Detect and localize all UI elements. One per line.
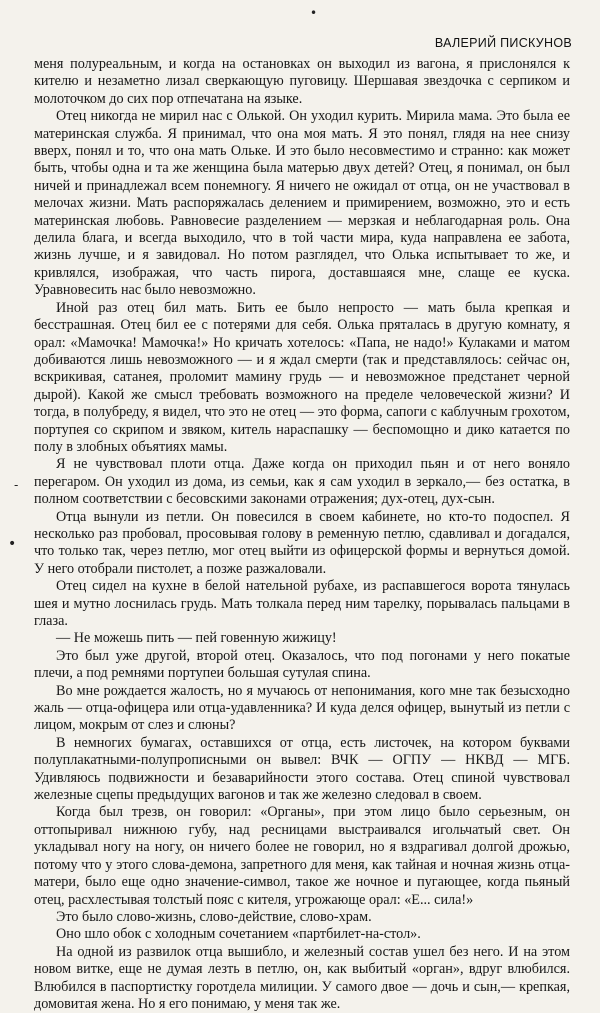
paragraph: Когда был трезв, он говорил: «Органы», при этом лицо было серьезным, он оттопыривал нижнюю губу, над ресницами выстраивался игольчатый свет. Он укладывал ногу на ногу, он ничего более не говорил, но я вздрагивал долгой дрожью, потому что у этого слова-демона, запретного для меня, как тайная и ночная жизнь отца-матери, было еще одно значение-символ, такое же ночное и пугающее, когда пьяный отец, расхлестывая толстый пояс с кителя, угрожающе орал: «Е... сила!»: [34, 804, 570, 908]
paragraph: Отца вынули из петли. Он повесился в своем кабинете, но кто-то подоспел. Я несколько раз пробовал, просовывая голову в ременную петлю, сдавливал и догадался, что только так, через петлю, мог отец выйти из офицерской формы и вернуться домой. У него отобрали пистолет, а позже разжаловали.: [34, 508, 570, 577]
paragraph: На одной из развилок отца вышибло, и железный состав ушел без него. И на этом новом витке, еще не думая лезть в петлю, он, как выбитый «орган», вдруг влюбился. Влюбился в паспортистку горотдела милиции. У самого двое — дочь и сын,— крепкая, домовитая жена. Но я его понимаю, у меня так же.: [34, 943, 570, 1012]
paragraph: Это было слово-жизнь, слово-действие, слово-храм.: [56, 908, 372, 925]
margin-dash-mark: -: [14, 478, 19, 492]
paragraph: — Не можешь пить — пей говенную жижицу!: [56, 630, 337, 647]
paragraph: Это был уже другой, второй отец. Оказалось, что под погонами у него покатые плечи, а под ремнями портупеи большая сутулая спина.: [34, 647, 570, 682]
paragraph: Отец сидел на кухне в белой нательной рубахе, из распавшегося ворота тянулась шея и мутно лоснилась грудь. Мать толкала перед ним тарелку, порывалась пальцами в глаза.: [34, 578, 570, 629]
body-text: [34, 56, 570, 1013]
paragraph: Я не чувствовал плоти отца. Даже когда он приходил пьян и от него воняло перегаром. Он уходил из дома, из семьи, как я сам уходил в зеркало,— без остатка, в полном соответствии с бесовскими законами отражения; дух-отец, дух-сын.: [34, 456, 570, 508]
paragraph: Отец никогда не мирил нас с Олькой. Он уходил курить. Мирила мама. Это была ее материнская служба. Я принимал, что она моя мать. Я это понял, глядя на нее снизу вверх, понял и то, что она мать Ольке. И это было несовместимо и странно: как может быть, чтобы одна и та же женщина была матерью двух детей? Отец, я понимал, он был ничей и принадлежал всем понемногу. Я ничего не ожидал от отца, он не участвовал в мелочах жизни. Мать распоряжалась делением и примирением, возможно, это и есть материнская любовь. Равновесие разделением — мерзкая и неблагодарная роль. Она делила блага, и всегда выходило, что в той части мира, куда направлена ее забота, жизнь лучше, и я завидовал. Но потом разглядел, что Олька испытывает то же, и кривлялся, изображая, что часть пирога, доставшаяся мне, слаще ее куска. Уравновесить нас было невозможно.: [34, 108, 570, 299]
paragraph: Во мне рождается жалость, но я мучаюсь от непонимания, кого мне так безысходно жаль — отца-офицера или отца-удавленника? И куда делся офицер, вынутый из петли с лицом, мокрым от слез и слюны?: [34, 682, 570, 734]
margin-bullet-mark: •: [8, 536, 17, 552]
paragraph: В немногих бумагах, оставшихся от отца, есть листочек, на котором буквами полуплакатными-полупрописными он вывел: ВЧК — ОГПУ — НКВД — МГБ. Удивляюсь подвижности и безаварийности этого состава. Отец спиной чувствовал железные сцепы предыдущих вагонов и так же железно следовал в своем.: [34, 734, 570, 804]
running-header: ВАЛЕРИЙ ПИСКУНОВ: [434, 36, 572, 50]
paragraph: Иной раз отец бил мать. Бить ее было непросто — мать была крепкая и бесстрашная. Отец бил ее с потерями для себя. Олька пряталась в другую комнату, я орал: «Мамочка! Мамочка!» Но кричать хотелось: «Папа, не надо!» Кулаками и матом добиваются лишь невозможного — и я ждал смерти (так и представлялось: сейчас он, вскрикивая, сатанея, проломит мамину грудь — и невозможное предстанет черной дырой). Какой же смысл требовать возможного на пределе человеческой жизни? И тогда, в полубреду, я видел, что это не отец — это форма, сапоги с каблучным грохотом, портупея со скрипом и звяком, китель нараспашку — беспомощно и дико катается по полу в злобных объятиях мамы.: [34, 299, 570, 455]
paragraph: меня полуреальным, и когда на остановках он выходил из вагона, я прислонялся к кителю и незаметно лизал сверкающую пуговицу. Шершавая звездочка с серпиком и молоточком до сих пор отпечатана на языке.: [34, 56, 570, 107]
ink-dot-mark: •: [310, 6, 318, 20]
paragraph: Оно шло обок с холодным сочетанием «партбилет-на-стол».: [56, 926, 421, 943]
